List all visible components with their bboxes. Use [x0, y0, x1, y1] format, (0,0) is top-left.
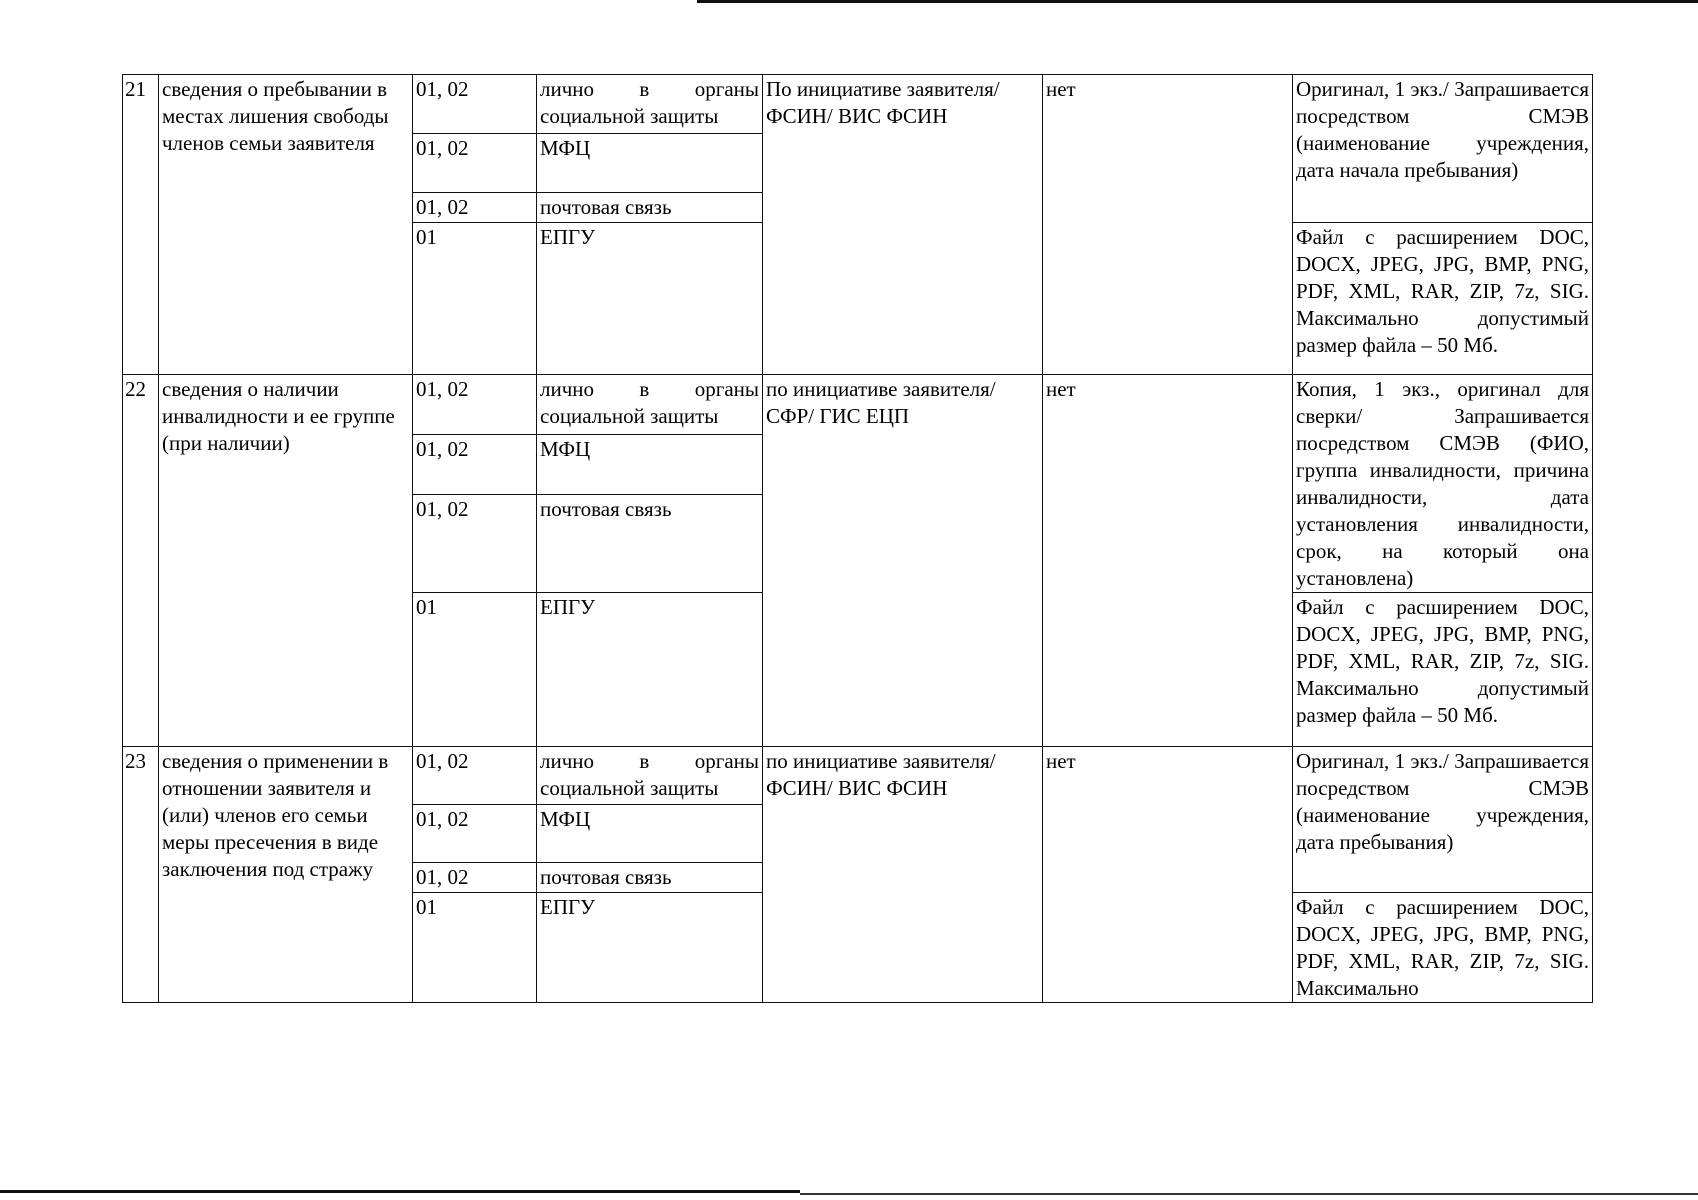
request-source: по инициативе заявителя/ ФСИН/ ВИС ФСИН	[763, 747, 1043, 1003]
method-word: лично	[540, 77, 595, 101]
documents-table	[122, 74, 1593, 1003]
file-format-cell: Файл с расширением DOC, DOCX, JPEG, JPG, BMP, PNG, PDF, XML, RAR, ZIP, 7z, SIG. Максимально допустимый размер файла – 50 Мб.	[1293, 593, 1593, 747]
channel-codes: 01, 02	[413, 805, 537, 863]
channel-method: почтовая связь	[537, 192, 763, 222]
requirement-cell: Оригинал, 1 экз./ Запрашивается посредством СМЭВ (наименование учреждения, дата пребывания)	[1293, 747, 1593, 893]
flag-value: нет	[1043, 747, 1293, 1003]
requirement-cell: Оригинал, 1 экз./ Запрашивается посредством СМЭВ (наименование учреждения, дата начала пребывания)	[1293, 75, 1593, 223]
channel-method	[537, 75, 763, 134]
file-format-cell: Файл с расширением DOC, DOCX, JPEG, JPG, BMP, PNG, PDF, XML, RAR, ZIP, 7z, SIG. Максимально	[1293, 893, 1593, 1003]
method-line: социальной защиты	[540, 104, 719, 128]
row-number: 22	[123, 375, 159, 747]
scan-edge-top	[697, 0, 1698, 3]
method-line: социальной защиты	[540, 776, 719, 800]
document-description: сведения о применении в отношении заявителя и (или) членов его семьи меры пресечения в виде заключения под стражу	[159, 747, 413, 1003]
method-word: в	[639, 377, 650, 401]
method-word: органы	[694, 77, 759, 101]
channel-codes: 01	[413, 223, 537, 375]
channel-method	[537, 747, 763, 805]
channel-method: ЕПГУ	[537, 893, 763, 1003]
table-row-21	[123, 75, 1593, 134]
scan-edge-bottom-right	[800, 1193, 1698, 1195]
request-source: По инициативе заявителя/ ФСИН/ ВИС ФСИН	[763, 75, 1043, 375]
channel-codes: 01, 02	[413, 747, 537, 805]
channel-method: МФЦ	[537, 133, 763, 192]
document-description: сведения о наличии инвалидности и ее группе (при наличии)	[159, 375, 413, 747]
method-word: лично	[540, 749, 595, 773]
channel-codes: 01, 02	[413, 863, 537, 893]
channel-codes: 01, 02	[413, 75, 537, 134]
flag-value: нет	[1043, 375, 1293, 747]
flag-value: нет	[1043, 75, 1293, 375]
method-word: органы	[694, 749, 759, 773]
channel-method: почтовая связь	[537, 863, 763, 893]
channel-method: МФЦ	[537, 805, 763, 863]
channel-method: почтовая связь	[537, 495, 763, 593]
request-source: по инициативе заявителя/ СФР/ ГИС ЕЦП	[763, 375, 1043, 747]
channel-method: ЕПГУ	[537, 223, 763, 375]
channel-codes: 01, 02	[413, 192, 537, 222]
table-row-23	[123, 747, 1593, 805]
row-number: 21	[123, 75, 159, 375]
table-row-22	[123, 375, 1593, 435]
method-word: лично	[540, 377, 595, 401]
channel-method	[537, 375, 763, 435]
channel-codes: 01	[413, 893, 537, 1003]
channel-method: ЕПГУ	[537, 593, 763, 747]
scan-edge-bottom	[0, 1190, 800, 1193]
channel-codes: 01, 02	[413, 495, 537, 593]
method-line: социальной защиты	[540, 404, 719, 428]
requirement-cell: Копия, 1 экз., оригинал для сверки/ Запрашивается посредством СМЭВ (ФИО, группа инвалидности, причина инвалидности, дата установления инвалидности, срок, на который она установлена)	[1293, 375, 1593, 593]
method-word: органы	[694, 377, 759, 401]
channel-codes: 01, 02	[413, 375, 537, 435]
row-number: 23	[123, 747, 159, 1003]
channel-method: МФЦ	[537, 435, 763, 495]
channel-codes: 01, 02	[413, 435, 537, 495]
method-word: в	[639, 749, 650, 773]
file-format-cell: Файл с расширением DOC, DOCX, JPEG, JPG, BMP, PNG, PDF, XML, RAR, ZIP, 7z, SIG. Максимально допустимый размер файла – 50 Мб.	[1293, 223, 1593, 375]
method-word: в	[639, 77, 650, 101]
document-description: сведения о пребывании в местах лишения свободы членов семьи заявителя	[159, 75, 413, 375]
channel-codes: 01	[413, 593, 537, 747]
channel-codes: 01, 02	[413, 133, 537, 192]
